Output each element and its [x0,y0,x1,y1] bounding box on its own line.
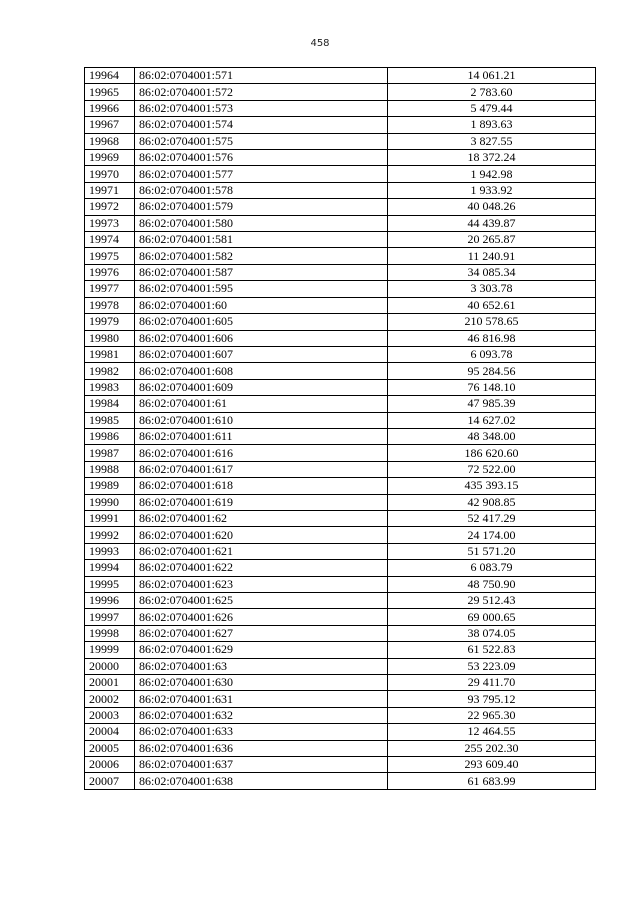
row-number-cell: 19968 [85,133,135,149]
table-row [85,740,596,756]
row-number-cell: 19984 [85,396,135,412]
cadastral-number-cell: 86:02:0704001:638 [135,773,388,789]
cadastral-number-cell: 86:02:0704001:573 [135,100,388,116]
page-number: 458 [310,38,330,49]
table-row [85,150,596,166]
value-cell: 48 348.00 [388,428,596,444]
cadastral-number-cell: 86:02:0704001:610 [135,412,388,428]
cadastral-number-cell: 86:02:0704001:608 [135,363,388,379]
row-number-cell: 20005 [85,740,135,756]
row-number-cell: 19971 [85,182,135,198]
cadastral-number-cell: 86:02:0704001:625 [135,593,388,609]
cadastral-number-cell: 86:02:0704001:579 [135,199,388,215]
table-row [85,625,596,641]
table-row [85,642,596,658]
table-row [85,675,596,691]
cadastral-number-cell: 86:02:0704001:632 [135,707,388,723]
cadastral-number-cell: 86:02:0704001:627 [135,625,388,641]
table-row [85,248,596,264]
table-row [85,363,596,379]
cadastral-number-cell: 86:02:0704001:636 [135,740,388,756]
cadastral-number-cell: 86:02:0704001:618 [135,478,388,494]
cadastral-number-cell: 86:02:0704001:607 [135,346,388,362]
row-number-cell: 20002 [85,691,135,707]
row-number-cell: 19969 [85,150,135,166]
cadastral-number-cell: 86:02:0704001:571 [135,68,388,84]
row-number-cell: 19987 [85,445,135,461]
row-number-cell: 19976 [85,264,135,280]
row-number-cell: 19991 [85,510,135,526]
row-number-cell: 19972 [85,199,135,215]
cadastral-number-cell: 86:02:0704001:631 [135,691,388,707]
cadastral-number-cell: 86:02:0704001:63 [135,658,388,674]
table-row [85,396,596,412]
value-cell: 255 202.30 [388,740,596,756]
cadastral-number-cell: 86:02:0704001:606 [135,330,388,346]
row-number-cell: 19981 [85,346,135,362]
table-row [85,527,596,543]
row-number-cell: 19994 [85,560,135,576]
value-cell: 46 816.98 [388,330,596,346]
value-cell: 435 393.15 [388,478,596,494]
value-cell: 6 093.78 [388,346,596,362]
value-cell: 51 571.20 [388,543,596,559]
table-row [85,478,596,494]
cadastral-number-cell: 86:02:0704001:581 [135,232,388,248]
row-number-cell: 19999 [85,642,135,658]
value-cell: 293 609.40 [388,757,596,773]
row-number-cell: 19998 [85,625,135,641]
value-cell: 29 411.70 [388,675,596,691]
cadastral-number-cell: 86:02:0704001:582 [135,248,388,264]
row-number-cell: 19974 [85,232,135,248]
cadastral-value-table [84,67,596,790]
table-row [85,494,596,510]
table-row [85,232,596,248]
table-row [85,412,596,428]
row-number-cell: 19989 [85,478,135,494]
cadastral-number-cell: 86:02:0704001:572 [135,84,388,100]
value-cell: 61 522.83 [388,642,596,658]
row-number-cell: 19990 [85,494,135,510]
row-number-cell: 19992 [85,527,135,543]
table-row [85,658,596,674]
table-row [85,773,596,789]
row-number-cell: 19982 [85,363,135,379]
value-cell: 40 048.26 [388,199,596,215]
row-number-cell: 20003 [85,707,135,723]
table-row [85,461,596,477]
cadastral-number-cell: 86:02:0704001:577 [135,166,388,182]
value-cell: 14 061.21 [388,68,596,84]
row-number-cell: 19980 [85,330,135,346]
row-number-cell: 19986 [85,428,135,444]
value-cell: 69 000.65 [388,609,596,625]
value-cell: 12 464.55 [388,724,596,740]
row-number-cell: 19985 [85,412,135,428]
value-cell: 76 148.10 [388,379,596,395]
value-cell: 72 522.00 [388,461,596,477]
value-cell: 11 240.91 [388,248,596,264]
table-row [85,199,596,215]
table-row [85,757,596,773]
value-cell: 24 174.00 [388,527,596,543]
row-number-cell: 19988 [85,461,135,477]
value-cell: 210 578.65 [388,314,596,330]
row-number-cell: 19993 [85,543,135,559]
value-cell: 3 303.78 [388,281,596,297]
table-row [85,297,596,313]
cadastral-number-cell: 86:02:0704001:61 [135,396,388,412]
value-cell: 52 417.29 [388,510,596,526]
cadastral-number-cell: 86:02:0704001:587 [135,264,388,280]
value-cell: 3 827.55 [388,133,596,149]
row-number-cell: 19967 [85,117,135,133]
table-row [85,724,596,740]
value-cell: 44 439.87 [388,215,596,231]
cadastral-number-cell: 86:02:0704001:616 [135,445,388,461]
value-cell: 53 223.09 [388,658,596,674]
table-row [85,560,596,576]
cadastral-number-cell: 86:02:0704001:60 [135,297,388,313]
value-cell: 18 372.24 [388,150,596,166]
value-cell: 40 652.61 [388,297,596,313]
row-number-cell: 19977 [85,281,135,297]
row-number-cell: 20007 [85,773,135,789]
row-number-cell: 19973 [85,215,135,231]
cadastral-number-cell: 86:02:0704001:578 [135,182,388,198]
value-cell: 1 933.92 [388,182,596,198]
value-cell: 47 985.39 [388,396,596,412]
table-row [85,445,596,461]
cadastral-number-cell: 86:02:0704001:621 [135,543,388,559]
table-row [85,330,596,346]
cadastral-number-cell: 86:02:0704001:629 [135,642,388,658]
row-number-cell: 19965 [85,84,135,100]
table-row [85,314,596,330]
cadastral-number-cell: 86:02:0704001:630 [135,675,388,691]
table-row [85,281,596,297]
value-cell: 34 085.34 [388,264,596,280]
table-row [85,543,596,559]
row-number-cell: 19964 [85,68,135,84]
table-row [85,346,596,362]
table-row [85,576,596,592]
row-number-cell: 20001 [85,675,135,691]
cadastral-number-cell: 86:02:0704001:626 [135,609,388,625]
value-cell: 38 074.05 [388,625,596,641]
row-number-cell: 19997 [85,609,135,625]
cadastral-number-cell: 86:02:0704001:62 [135,510,388,526]
cadastral-number-cell: 86:02:0704001:609 [135,379,388,395]
row-number-cell: 19966 [85,100,135,116]
value-cell: 2 783.60 [388,84,596,100]
row-number-cell: 19995 [85,576,135,592]
value-cell: 22 965.30 [388,707,596,723]
cadastral-number-cell: 86:02:0704001:620 [135,527,388,543]
cadastral-number-cell: 86:02:0704001:633 [135,724,388,740]
table-row [85,379,596,395]
row-number-cell: 20004 [85,724,135,740]
table-row [85,166,596,182]
table-row [85,264,596,280]
table-row [85,593,596,609]
cadastral-number-cell: 86:02:0704001:580 [135,215,388,231]
table-row [85,428,596,444]
row-number-cell: 19975 [85,248,135,264]
table-row [85,182,596,198]
value-cell: 93 795.12 [388,691,596,707]
table-row [85,84,596,100]
table-row [85,68,596,84]
value-cell: 42 908.85 [388,494,596,510]
row-number-cell: 19978 [85,297,135,313]
cadastral-number-cell: 86:02:0704001:574 [135,117,388,133]
cadastral-number-cell: 86:02:0704001:611 [135,428,388,444]
value-cell: 95 284.56 [388,363,596,379]
cadastral-number-cell: 86:02:0704001:617 [135,461,388,477]
table-row [85,117,596,133]
value-cell: 61 683.99 [388,773,596,789]
table-row [85,100,596,116]
cadastral-number-cell: 86:02:0704001:619 [135,494,388,510]
value-cell: 1 942.98 [388,166,596,182]
table-body [85,68,596,790]
row-number-cell: 20006 [85,757,135,773]
cadastral-number-cell: 86:02:0704001:637 [135,757,388,773]
cadastral-number-cell: 86:02:0704001:622 [135,560,388,576]
value-cell: 1 893.63 [388,117,596,133]
value-cell: 14 627.02 [388,412,596,428]
table-row [85,215,596,231]
row-number-cell: 19983 [85,379,135,395]
value-cell: 20 265.87 [388,232,596,248]
row-number-cell: 19979 [85,314,135,330]
cadastral-number-cell: 86:02:0704001:575 [135,133,388,149]
cadastral-number-cell: 86:02:0704001:595 [135,281,388,297]
table-row [85,691,596,707]
row-number-cell: 19996 [85,593,135,609]
table-row [85,707,596,723]
value-cell: 186 620.60 [388,445,596,461]
value-cell: 29 512.43 [388,593,596,609]
cadastral-number-cell: 86:02:0704001:576 [135,150,388,166]
table-row [85,510,596,526]
cadastral-number-cell: 86:02:0704001:605 [135,314,388,330]
table-row [85,609,596,625]
row-number-cell: 20000 [85,658,135,674]
value-cell: 5 479.44 [388,100,596,116]
value-cell: 48 750.90 [388,576,596,592]
value-cell: 6 083.79 [388,560,596,576]
cadastral-number-cell: 86:02:0704001:623 [135,576,388,592]
row-number-cell: 19970 [85,166,135,182]
table-row [85,133,596,149]
